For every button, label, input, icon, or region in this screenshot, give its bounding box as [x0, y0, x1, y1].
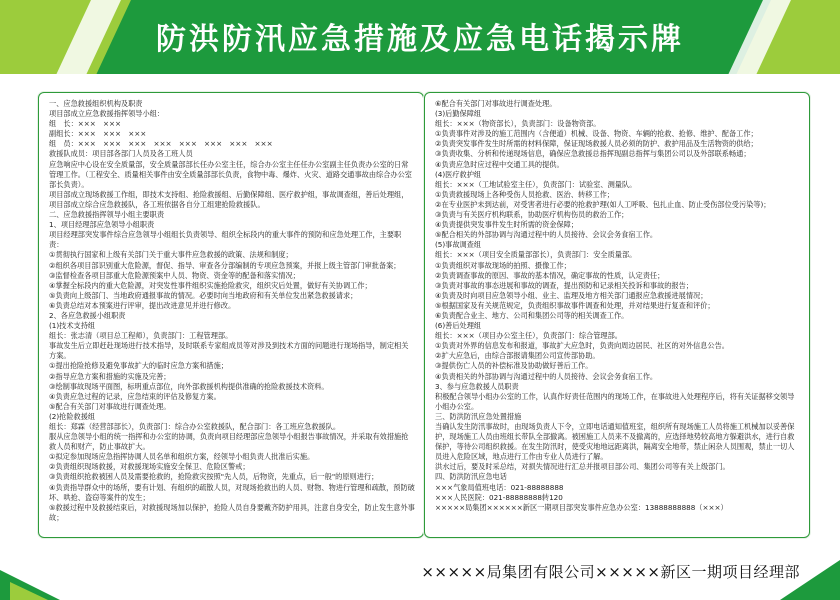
right-text-line: ④负责应急时应过程中交通工具的提供。 — [435, 159, 564, 169]
left-text-line: ①贯彻执行国家和上级有关部门关于重大事件应急救援的政策、法规和制度； — [49, 250, 293, 260]
left-text-line: ⑥负责总结对本预案进行评审，提出改进意见并进行修改。 — [49, 300, 236, 310]
right-text-line: ④负责及时向项目应急领导小组、业主、监理及地方相关部门通报应急救援进展情况； — [435, 290, 708, 300]
left-text-line: 组长：郑霖（经营部部长），负责部门：综合办公室救援队，配合部门：各工班应急救援队。 — [49, 422, 341, 431]
left-text-line: 救援队成员：项目部各部门人员及各工班人员 — [49, 149, 193, 159]
right-text-line: 组长：×××（项目办公室主任），负责部门：综合管理部。 — [435, 331, 622, 341]
right-text-line: ×××××局集团××××××新区一期项目部突发事件应急办公室：13888888888（×××） — [435, 502, 728, 512]
left-text-line: 组 长：××× ××× — [49, 119, 122, 129]
right-text-line: ②负责突发事件发生时所需的材料保障，保证现场救援人员必须的防护、救护用品及生活物资的供给； — [435, 139, 758, 149]
right-text-line: ⑤根据国家及有关规范规定，负责组织事故事件调查和处理，并对结果进行复查和评价； — [435, 300, 715, 310]
right-text-line: 洪水过后，要及时采总结，对损失情况进行汇总并报项目部公司、集团公司等有关上级部门。 — [435, 462, 730, 472]
right-text-line: ①负责组织对事故现场的拍照、摄像工作； — [435, 260, 571, 270]
left-text-line: 副组长：××× ××× ××× — [49, 129, 147, 139]
right-text-line: 组长：×××（项目安全质量部部长），负责部门：安全质量部。 — [435, 250, 637, 260]
right-text-line: ②在专业医护未到达前，对受害者进行必要的抢救护理(如人工呼吸、包扎止血、防止受伤部位受污染等)； — [435, 199, 771, 209]
right-text-line: ③负责收集、分析和传递现场信息，确保应急救援总指挥现副总指挥与集团公司以及外部联系畅通； — [435, 149, 751, 159]
left-text-line: 1、项目经理部应急领导小组职责 — [49, 220, 155, 230]
left-text-line: ①拟定参加现场应急指挥协调人员名单和组织方案，经领导小组负责人批准后实施。 — [49, 452, 315, 462]
right-text-line: ×××气象局值班电话：021-88888888 — [435, 482, 564, 492]
right-text-line: (6)善后处理组 — [435, 321, 482, 331]
right-text-line: (3)后勤保障组 — [435, 109, 482, 119]
left-text-line: ④负责应急过程的记录，应急结束的评估及修复方案。 — [49, 391, 221, 401]
left-text-line: ③绘制事故现场平面图，标明重点部位，向外部救援机构提供准确的抢险救援技术资料。 — [49, 381, 329, 391]
right-text-line: ②负责调查事故的原因、事故的基本情况，确定事故的性质，认定责任； — [435, 270, 665, 280]
left-text-line: 项目部成立现场救援工作组，即技术支持组、抢险救援组、后勤保障组、医疗救护组，事故调查组，善后处理组，项目部成立综合应急救援队，各工班依据各自分工组建抢险救援队。 — [49, 189, 409, 209]
right-text-line: (4)医疗救护组 — [435, 169, 482, 179]
right-text-line: ①负责事件对涉及的施工范围内（含便道）机械、设备、物资、车辆的抢救、抢修、维护、配备工作； — [435, 129, 758, 139]
left-text-line: (1)技术支持组 — [49, 321, 96, 331]
left-text-line: ②组织各项目部识别重大危险源，督促、指导、审查各分部编制的专项应急预案，并报上级主管部门审批备案； — [49, 260, 401, 270]
right-text-line: ①负责救援现场上各种受伤人员抢救、医治、转移工作； — [435, 189, 614, 199]
left-text-line: ②负责组织现场救援，对救援现场实施安全保卫、危险区警戒； — [49, 462, 250, 472]
left-text-line: ⑤负责向上级部门、当地政府通报事故的情况。必要时向当地政府和有关单位发出紧急救援请求； — [49, 290, 358, 300]
right-text-line: 三、防洪防汛应急处置措施 — [435, 411, 522, 421]
left-text-line: ③负责组织抢救被困人员及需要抢救的，抢险救灾按照"先人员，后物资，先重点，后一般"的原则进行； — [49, 472, 379, 482]
left-text-line: 项目部成立应急救援指挥领导小组： — [49, 109, 165, 119]
left-text-line: ⑤配合有关部门对事故进行调查处理。 — [49, 401, 171, 411]
right-panel-content — [425, 93, 809, 517]
right-text-line: 四、防洪防汛应急电话 — [435, 472, 507, 482]
header-banner — [0, 0, 840, 74]
footer-bar — [0, 560, 840, 600]
left-text-line: ③监督检查各项目部重大危险源预案中人员、物资、资金等的配备和落实情况； — [49, 270, 300, 280]
right-text-line: ②扩大应急后，由综合部报请集团公司宣传部协助。 — [435, 351, 600, 361]
right-text-line: 3、参与应急救援人员职责 — [435, 381, 519, 391]
left-text-line: 事故发生后立即赶赴现场进行技术指导，及时联系专家组成员等对涉及到技术方面的问题进行现场指导，制定相关方案。 — [49, 341, 409, 361]
left-text-line: (2)抢险救援组 — [49, 411, 96, 421]
left-text-line: ①提出抢险抢修及避免事故扩大的临时应急方案和措施； — [49, 361, 228, 371]
right-text-line: (5)事故调查组 — [435, 240, 482, 250]
left-text-line: 项目经理部突发事件综合应急领导小组组长负责领导、组织全标段内的重大事件的预防和应急处理工作，主要职责： — [49, 230, 402, 250]
left-text-line: ②指导应急方案和措施的实施及完善； — [49, 371, 171, 381]
right-text-line: 组长：×××（工地试验室主任），负责部门：试验室、测量队。 — [435, 179, 637, 189]
left-text-line: ④负责指导群众中的场所，要有计划、有组织的疏散人员，对现场抢救出的人员、财物、物进行管理和疏散，预防破坏、哄抢、盗窃等案件的发生； — [49, 482, 415, 502]
left-text-line: 一、应急救援组织机构及职责 — [49, 99, 143, 108]
right-text-line: ①负责对外界的信息发布和报道，事故扩大应急时，负责向周边居民、社区的对外信息公告。 — [435, 341, 729, 351]
left-text-line: 应急响应中心设在安全质量部，安全质量部部长任办公室主任，综合办公室主任任办公室副主任负责办公室的日常管理工作。（工程安全、质量相关事件由安全质量部部长负责，食物中毒、爆炸、火灾、道路交通事故由综合办公室部长负责）。 — [49, 159, 412, 189]
right-panel — [424, 92, 810, 538]
right-text-line: ⑤配合相关的外部协调与沟通过程中的人员接待、会议会务食宿工作。 — [435, 230, 658, 240]
right-text-line: ③提供伤亡人员的补偿标准及协助做好善后工作。 — [435, 361, 593, 371]
right-text-line: 当确认发生防汛事故时，由现场负责人下令，立即电话通知值班室，组织所有现场施工人员将施工机械加以妥善保护，现场施工人员由班组长带队全部撤离。被困施工人员来不及撤离的，应选择地势较高地方躲避洪水，进行自救保护，等待公司组织救援。在发生防汛时，使受灾地地远距离洪，隔离安全地带，禁止闲杂人员围观，禁止一切人员进入危险区域，地点进行工作由专业人员进行了解。 — [435, 422, 795, 462]
right-text-line: ⑥负责配合业主、地方、公司和集团公司等的相关调查工作。 — [435, 310, 629, 320]
right-text-line: ③负责与有关医疗机构联系，协助医疗机构伤员的救治工作； — [435, 210, 629, 220]
left-text-line: 二、应急救援指挥领导小组主要职责 — [49, 210, 165, 220]
page-title: 防洪防汛应急措施及应急电话揭示牌 — [156, 22, 684, 57]
right-text-line: 积极配合领导小组办公室的工作，认真作好责任范围内的现场工作，在事故进入处理程序后，将有关证据移交领导小组办公室。 — [435, 391, 795, 411]
left-text-line: ⑤救援过程中及救援结束后，对救援现场加以保护，抢险人员自身要戴齐防护用具，注意自身安全，防止发生意外事故； — [49, 502, 415, 522]
right-text-line: 组长：×××（物资部长），负责部门：设备物资部。 — [435, 119, 601, 129]
footer-company-name: ×××××局集团有限公司×××××新区一期项目经理部 — [421, 563, 800, 581]
footer-left-stripe — [10, 582, 48, 600]
right-text-line: ④负责相关的外部协调与沟通过程中的人员接待、会议会务食宿工作。 — [435, 371, 658, 381]
left-text-line: 服从应急领导小组的统一指挥和办公室的协调，负责向项目经理部应急领导小组报告事故情况，并采取有效措施抢救人员和财产，防止事故扩大。 — [49, 432, 409, 452]
right-text-line: ×××人民医院：021-88888888转120 — [435, 492, 563, 502]
left-text-line: 组长：张志清（项目总工程师），负责部门：工程管理部。 — [49, 331, 233, 341]
left-panel-content — [39, 93, 423, 527]
right-text-line: ⑥配合有关部门对事故进行调查处理。 — [435, 99, 557, 108]
left-panel — [38, 92, 424, 538]
right-text-line: ③负责对事故的事态进展和事故的调查，提出预防和记录相关投诉和事故的报告； — [435, 280, 694, 290]
left-text-line: 组 员：××× ××× ××× ××× ××× ××× ××× ××× — [49, 139, 273, 149]
right-text-line: ④负责提供突发事件发生时所需的资金保障； — [435, 220, 579, 230]
left-text-line: 2、各应急救援小组职责 — [49, 310, 126, 320]
left-text-line: ④掌握全标段内的重大危险源，对突发性事件组织实施抢险救灾，组织灾后处置，做好有关协调工作； — [49, 280, 372, 290]
